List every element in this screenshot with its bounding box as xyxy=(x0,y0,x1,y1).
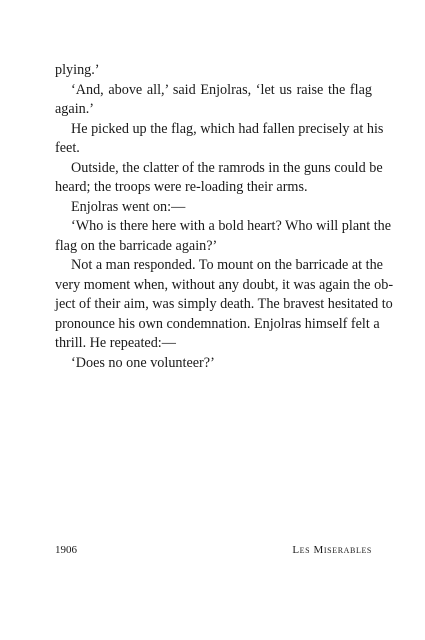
text-line: feet. xyxy=(55,140,80,156)
text-line: ‘Who is there here with a bold heart? Who will plant the xyxy=(71,218,392,234)
running-title: Les Miserables xyxy=(292,544,372,556)
text-line: very moment when, without any doubt, it was again the ob- xyxy=(55,276,394,293)
text-line: Enjolras went on:— xyxy=(71,198,186,215)
text-line: ‘And, above all,’ said Enjolras, ‘let us raise the flag xyxy=(71,81,372,98)
text-line: plying.’ xyxy=(55,62,100,78)
text-line: thrill. He repeated:— xyxy=(55,335,176,351)
text-line: Not a man responded. To mount on the barricade at the xyxy=(71,257,383,273)
text-line: pronounce his own condemnation. Enjolras himself felt a xyxy=(55,315,380,332)
page-number: 1906 xyxy=(55,544,77,556)
text-line: again.’ xyxy=(55,101,94,117)
text-line: ject of their aim, was simply death. The bravest hesitated to xyxy=(55,296,393,312)
text-line: He picked up the flag, which had fallen precisely at his xyxy=(71,120,384,137)
text-line: heard; the troops were re-loading their arms. xyxy=(55,179,308,195)
text-line: ‘Does no one volunteer?’ xyxy=(71,354,215,371)
page-body xyxy=(55,61,394,373)
text-line: Outside, the clatter of the ramrods in the guns could be xyxy=(71,159,383,176)
text-line: flag on the barricade again?’ xyxy=(55,237,218,254)
